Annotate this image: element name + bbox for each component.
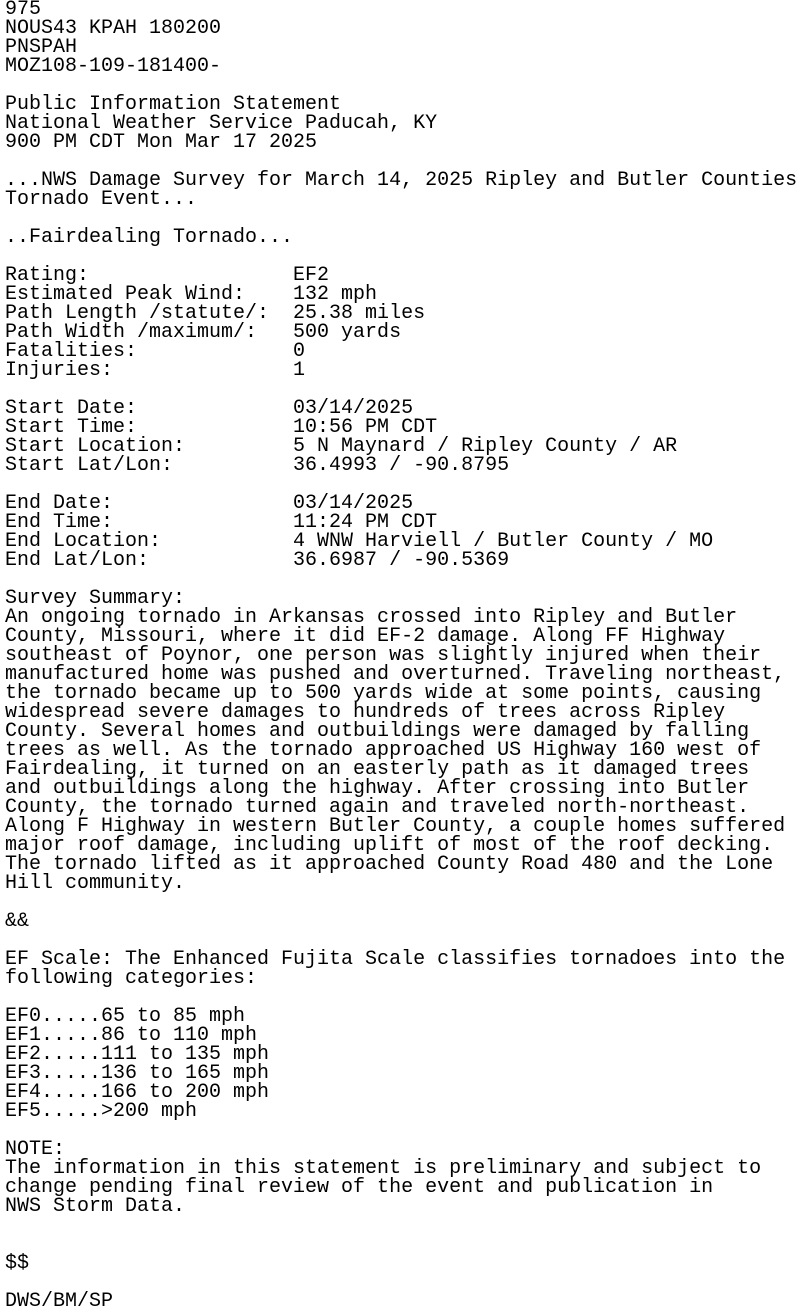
- statement-line: EF1.....86 to 110 mph: [5, 1024, 258, 1047]
- statement-line: Start Date: 03/14/2025: [5, 397, 414, 420]
- statement-line: $$: [5, 1252, 30, 1275]
- statement-line: widespread severe damages to hundreds of trees across Ripley: [5, 701, 726, 724]
- statement-line: Hill community.: [5, 872, 186, 895]
- statement-line: 975: [5, 0, 42, 21]
- statement-line: Start Location: 5 N Maynard / Ripley County / AR: [5, 435, 678, 458]
- statement-line: End Time: 11:24 PM CDT: [5, 511, 438, 534]
- statement-line: End Lat/Lon: 36.6987 / -90.5369: [5, 549, 510, 572]
- statement-line: Estimated Peak Wind: 132 mph: [5, 283, 378, 306]
- statement-line: County, Missouri, where it did EF-2 damage. Along FF Highway: [5, 625, 726, 648]
- statement-line: ...NWS Damage Survey for March 14, 2025 Ripley and Butler Counties: [5, 169, 798, 192]
- statement-line: PNSPAH: [5, 36, 78, 59]
- statement-line: EF0.....65 to 85 mph: [5, 1005, 246, 1028]
- statement-line: Along F Highway in western Butler County, a couple homes suffered: [5, 815, 786, 838]
- statement-line: major roof damage, including uplift of most of the roof decking.: [5, 834, 774, 857]
- statement-line: Fairdealing, it turned on an easterly path as it damaged trees: [5, 758, 750, 781]
- statement-line: EF Scale: The Enhanced Fujita Scale classifies tornadoes into the: [5, 948, 786, 971]
- statement-line: National Weather Service Paducah, KY: [5, 112, 438, 135]
- statement-line: Fatalities: 0: [5, 340, 306, 363]
- statement-line: [5, 1216, 801, 1235]
- statement-line: End Date: 03/14/2025: [5, 492, 414, 515]
- statement-line: ..Fairdealing Tornado...: [5, 226, 294, 249]
- statement-line: End Location: 4 WNW Harviell / Butler County / MO: [5, 530, 714, 553]
- statement-line: Path Width /maximum/: 500 yards: [5, 321, 402, 344]
- statement-line: southeast of Poynor, one person was slightly injured when their: [5, 644, 762, 667]
- statement-line: The information in this statement is preliminary and subject to: [5, 1157, 762, 1180]
- statement-line: NOUS43 KPAH 180200: [5, 17, 222, 40]
- statement-line: [5, 1273, 801, 1292]
- statement-line: NOTE:: [5, 1138, 66, 1161]
- statement-line: following categories:: [5, 967, 258, 990]
- statement-line: EF5.....>200 mph: [5, 1100, 198, 1123]
- statement-line: manufactured home was pushed and overturned. Traveling northeast,: [5, 663, 786, 686]
- statement-line: County. Several homes and outbuildings were damaged by falling: [5, 720, 750, 743]
- statement-line: Injuries: 1: [5, 359, 306, 382]
- statement-line: [5, 1121, 801, 1140]
- statement-line: County, the tornado turned again and traveled north-northeast.: [5, 796, 750, 819]
- statement-line: NWS Storm Data.: [5, 1195, 186, 1218]
- statement-line: &&: [5, 910, 30, 933]
- statement-line: 900 PM CDT Mon Mar 17 2025: [5, 131, 318, 154]
- statement-line: Rating: EF2: [5, 264, 330, 287]
- statement-line: EF2.....111 to 135 mph: [5, 1043, 270, 1066]
- statement-line: DWS/BM/SP: [5, 1290, 114, 1313]
- statement-line: [5, 1235, 801, 1254]
- statement-line: Start Time: 10:56 PM CDT: [5, 416, 438, 439]
- statement-line: Survey Summary:: [5, 587, 186, 610]
- statement-line: Tornado Event...: [5, 188, 198, 211]
- statement-line: change pending final review of the event and publication in: [5, 1176, 714, 1199]
- statement-line: Path Length /statute/: 25.38 miles: [5, 302, 426, 325]
- statement-line: [5, 893, 801, 912]
- statement-line: Start Lat/Lon: 36.4993 / -90.8795: [5, 454, 510, 477]
- statement-line: MOZ108-109-181400-: [5, 55, 222, 78]
- statement-line: Public Information Statement: [5, 93, 342, 116]
- statement-line: the tornado became up to 500 yards wide at some points, causing: [5, 682, 762, 705]
- statement-line: trees as well. As the tornado approached US Highway 160 west of: [5, 739, 762, 762]
- statement-line: and outbuildings along the highway. After crossing into Butler: [5, 777, 750, 800]
- statement-line: EF3.....136 to 165 mph: [5, 1062, 270, 1085]
- statement-line: EF4.....166 to 200 mph: [5, 1081, 270, 1104]
- statement-line: The tornado lifted as it approached County Road 480 and the Lone: [5, 853, 774, 876]
- statement-line: An ongoing tornado in Arkansas crossed into Ripley and Butler: [5, 606, 738, 629]
